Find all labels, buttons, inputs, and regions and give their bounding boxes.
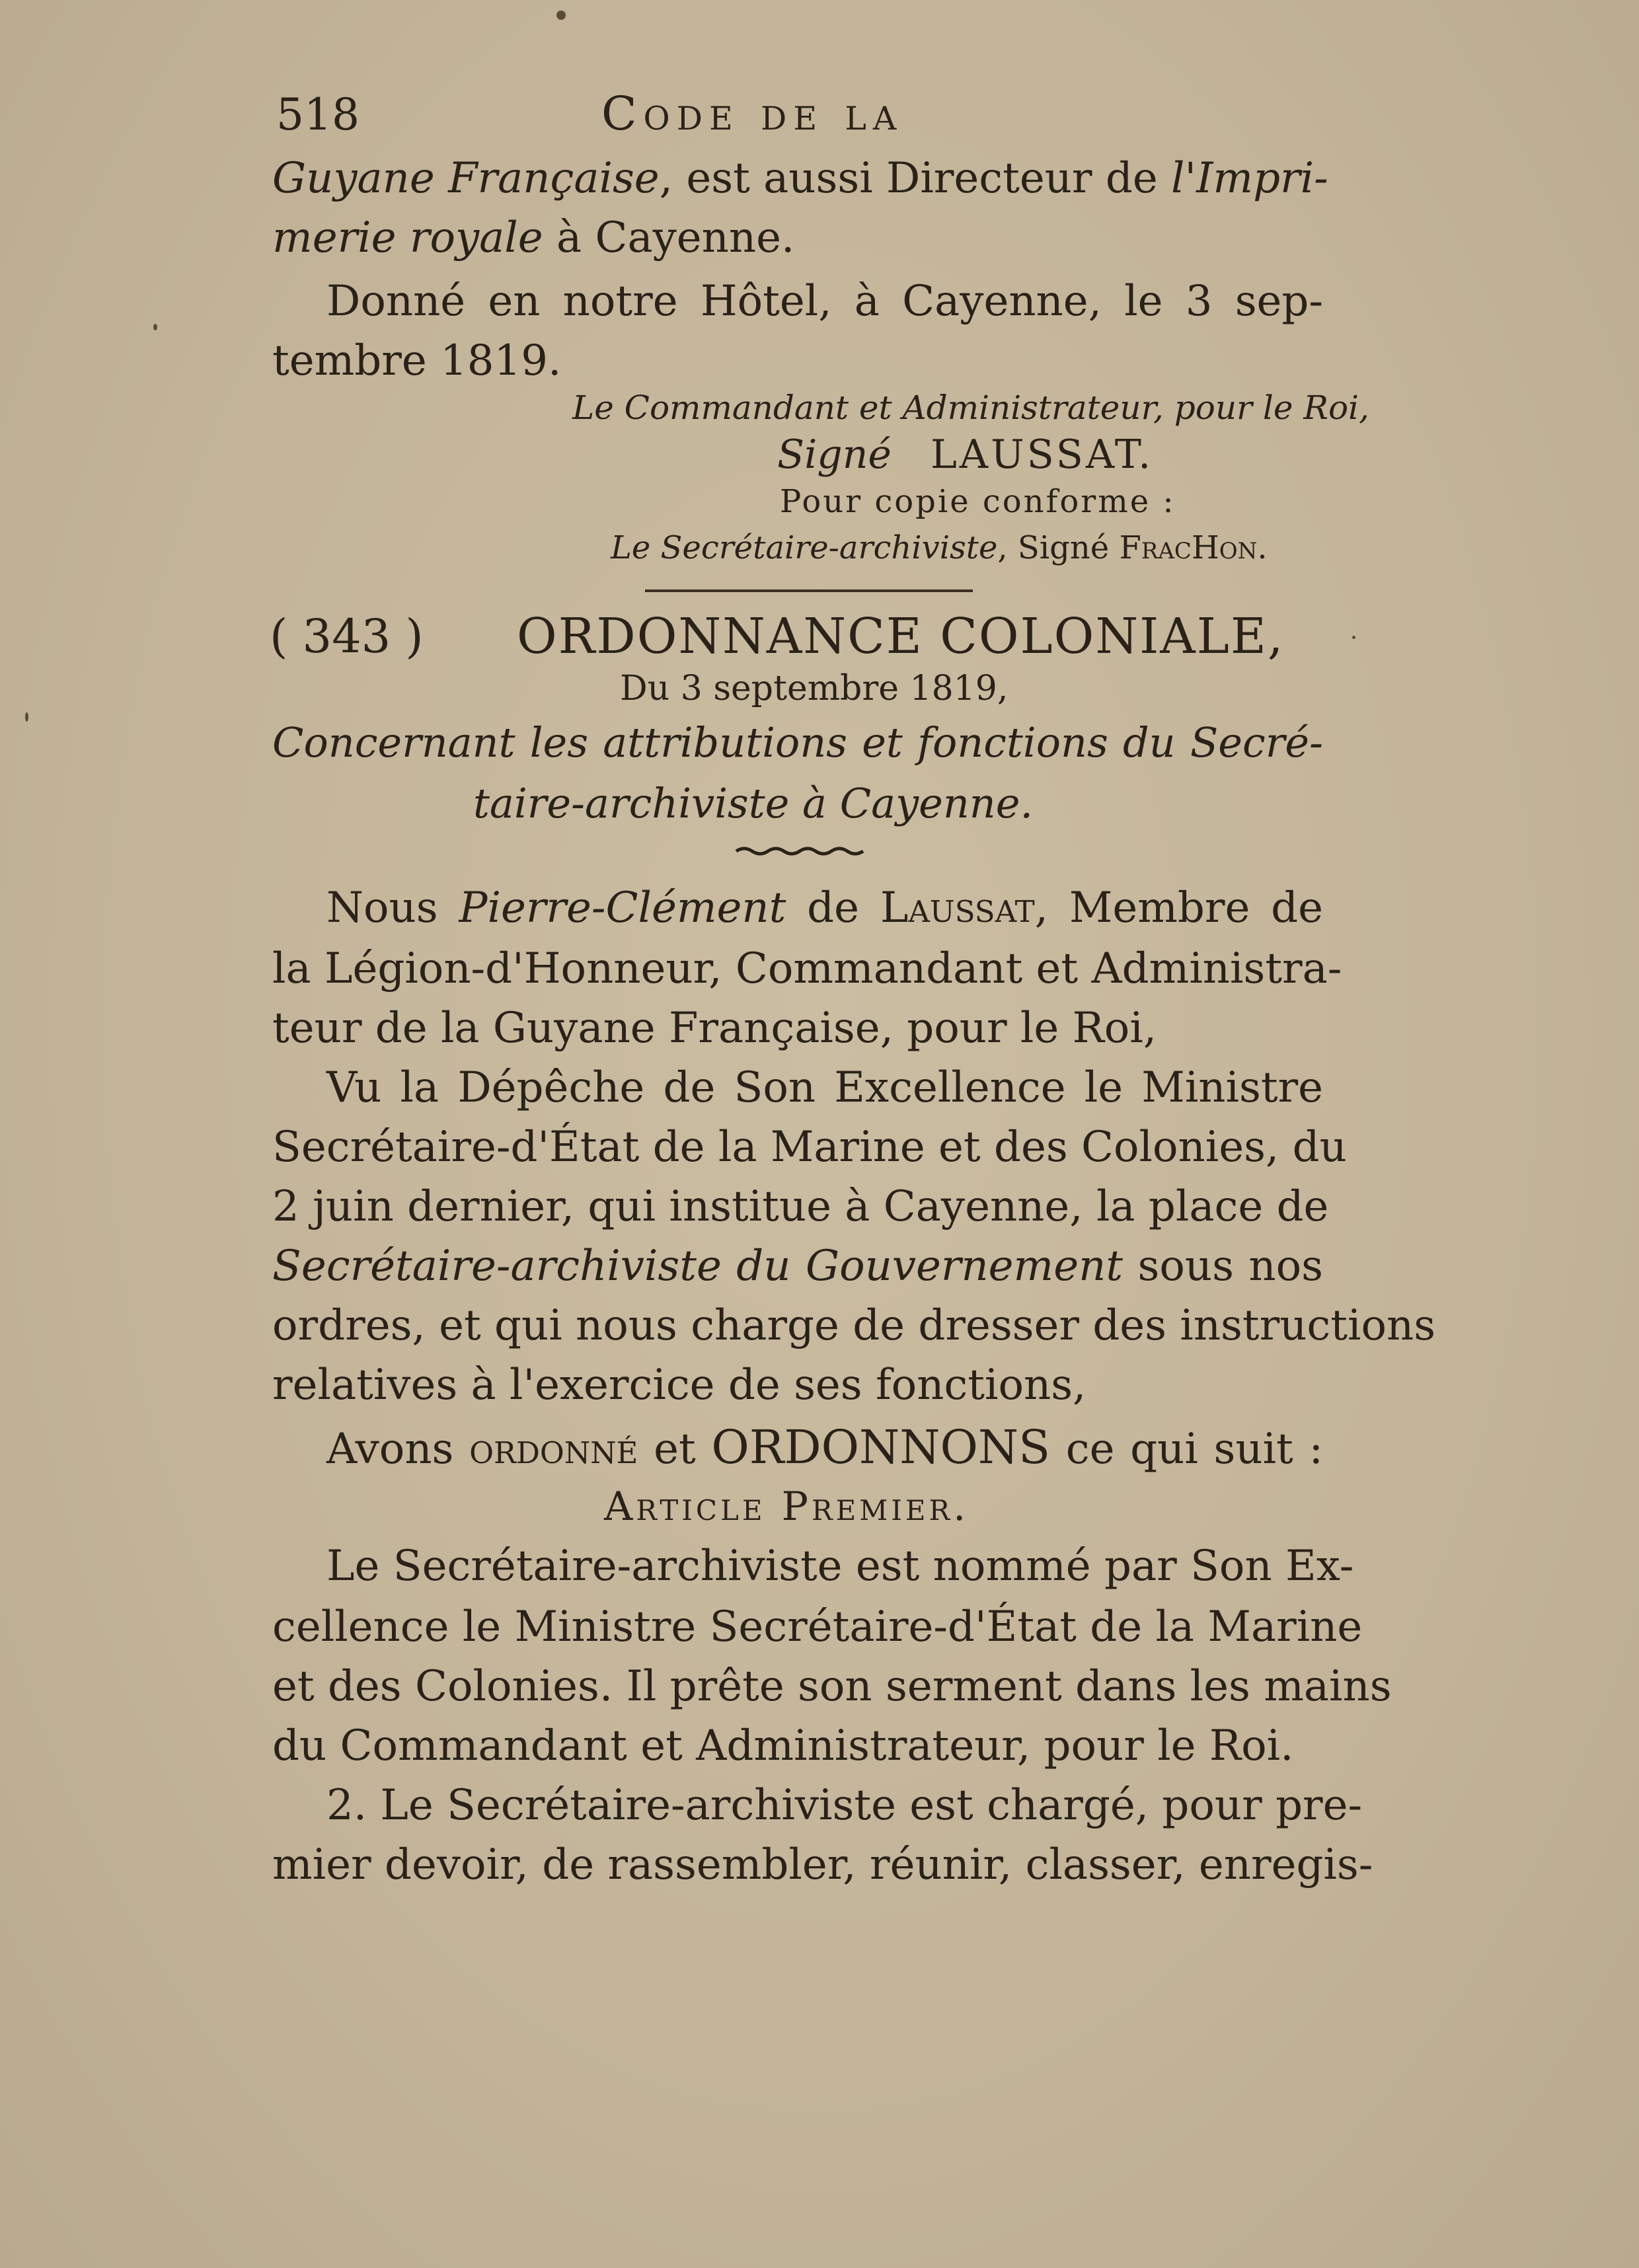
signature-role: Le Commandant et Administrateur, pour le Roi,: [572, 389, 1369, 427]
preamble-line: [326, 882, 1323, 934]
text-span: de: [786, 884, 880, 932]
preamble-line: la Légion-d'Honneur, Commandant et Administra-: [272, 944, 1342, 993]
ink-speck: [25, 712, 28, 722]
ordinance-title: ORDONNANCE COLONIALE,: [517, 608, 1285, 665]
article-line: 2. Le Secrétaire-archiviste est chargé, pour pre-: [326, 1781, 1363, 1830]
text-italic: Secrétaire-archiviste du Gouvernement: [272, 1242, 1124, 1291]
given-line-2: tembre 1819.: [272, 336, 562, 385]
article-heading: Article Premier.: [604, 1484, 970, 1530]
article-line: mier devoir, de rassembler, réunir, classer, enregis-: [272, 1840, 1373, 1889]
text-span: ce qui suit :: [1050, 1425, 1324, 1474]
text-line: [272, 152, 1328, 205]
preamble-line: relatives à l'exercice de ses fonctions,: [272, 1361, 1086, 1410]
text-line: [272, 211, 794, 264]
secretary-signe: , Signé: [997, 529, 1110, 566]
text-span: sous nos: [1123, 1242, 1323, 1291]
given-line-1: Donné en notre Hôtel, à Cayenne, le 3 sep-: [326, 277, 1323, 326]
ordinance-subject-2: taire-archiviste à Cayenne.: [473, 779, 1034, 827]
text-italic: l'Impri-: [1171, 154, 1328, 203]
text-span: , Membre de: [1034, 884, 1324, 932]
text-span: et: [638, 1425, 712, 1474]
article-line: et des Colonies. Il prête son serment dans les mains: [272, 1662, 1392, 1711]
text-italic: merie royale: [272, 213, 543, 262]
page-number: 518: [276, 89, 360, 140]
signe-word: Signé: [777, 432, 892, 478]
text-smallcaps: ordonné: [469, 1425, 638, 1474]
preamble-line: Secrétaire-d'État de la Marine et des Colonies, du: [272, 1123, 1347, 1172]
preamble-line: ordres, et qui nous charge de dresser des instructions: [272, 1301, 1436, 1350]
text-italic: Guyane Française: [272, 154, 660, 203]
running-title: Code de la: [601, 87, 903, 141]
ink-speck: [153, 324, 157, 330]
section-divider: [645, 589, 973, 592]
preamble-line: [326, 1421, 1323, 1476]
text-italic: Pierre-Clément: [459, 884, 786, 932]
text-span: Nous: [326, 884, 459, 932]
article-line: du Commandant et Administrateur, pour le Roi.: [272, 1721, 1294, 1770]
ordinance-subject-1: Concernant les attributions et fonctions du Secré-: [272, 718, 1323, 767]
ink-speck: [556, 11, 566, 20]
signer-name: LAUSSAT.: [930, 432, 1154, 478]
article-line: cellence le Ministre Secrétaire-d'État de la Marine: [272, 1603, 1363, 1651]
preamble-line: [272, 1240, 1323, 1293]
secretary-line: [611, 525, 1268, 571]
ordinance-date: Du 3 septembre 1819,: [620, 669, 1009, 708]
ornamental-wave: [735, 845, 864, 858]
preamble-line: Vu la Dépêche de Son Excellence le Ministre: [326, 1063, 1323, 1112]
text-smallcaps: Laussat: [880, 884, 1035, 932]
ordinance-number: ( 343 ): [270, 609, 424, 663]
preamble-line: teur de la Guyane Française, pour le Roi,: [272, 1004, 1157, 1053]
text-caps: ORDONNONS: [711, 1420, 1051, 1474]
preamble-line: 2 juin dernier, qui institue à Cayenne, la place de: [272, 1182, 1329, 1231]
secretary-title: Le Secrétaire-archiviste: [611, 529, 998, 566]
text-span: , est aussi Directeur de: [659, 154, 1172, 203]
text-span: à Cayenne.: [543, 213, 795, 262]
signature-name-line: [777, 428, 1153, 481]
text-span: Avons: [326, 1425, 470, 1474]
article-line: Le Secrétaire-archiviste est nommé par Son Ex-: [326, 1542, 1354, 1591]
ink-speck: [1352, 636, 1355, 639]
secretary-name: FracHon.: [1119, 529, 1268, 566]
copy-conforme: Pour copie conforme :: [780, 483, 1176, 520]
